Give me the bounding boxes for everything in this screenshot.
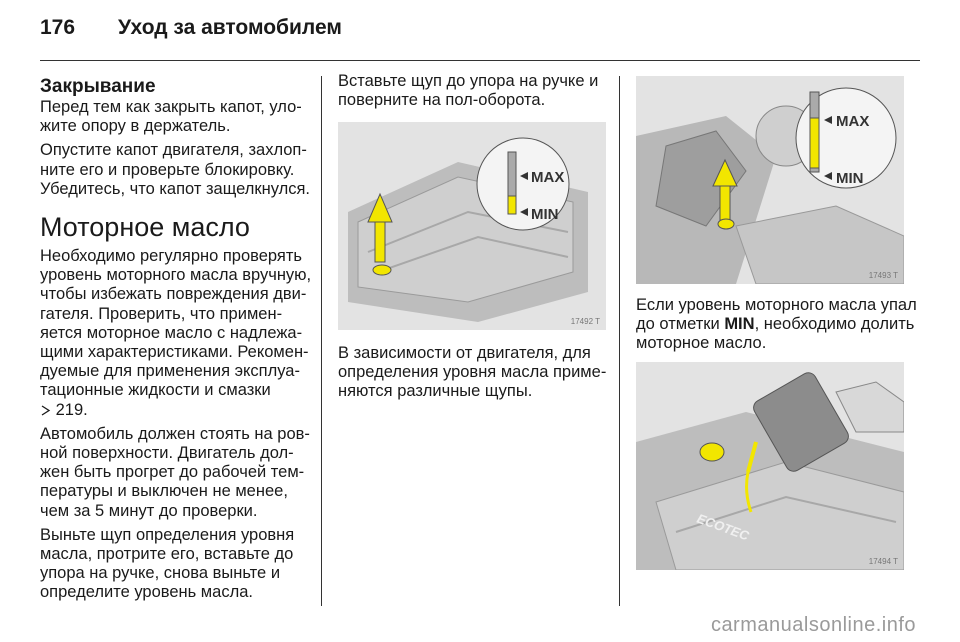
paragraph-text: , необходимо долить моторное масло. — [636, 315, 915, 353]
figure-dipstick-1 — [338, 122, 606, 330]
subsection-heading: Закрывание — [40, 76, 156, 97]
paragraph: Вставьте щуп до упора на ручке и поверните на пол-оборота. — [338, 72, 599, 110]
paragraph: Выньте щуп определения уровня масла, протрите его, вставьте до упора на ручке, снова выньте и определите уровень масла. — [40, 525, 295, 602]
figure-dipstick-2 — [636, 76, 904, 284]
paragraph: В зависимости от двигателя, для определения уровня масла приме-няются различные щупы. — [338, 344, 607, 401]
section-heading: Моторное масло — [40, 212, 250, 243]
page-number: 176 — [40, 16, 76, 39]
paragraph: Автомобиль должен стоять на ров-ной поверхности. Двигатель дол-жен быть прогрет до рабочей тем-пературы и выключен не менее, чем за 5 минут до проверки. — [40, 424, 310, 520]
oil-refill-illustration — [636, 362, 904, 570]
paragraph-text: Если уровень моторного масла упал до отметки — [636, 296, 917, 334]
column-3-text — [636, 296, 920, 359]
column-divider-2 — [619, 76, 620, 606]
paragraph — [636, 296, 920, 354]
max-label: MAX — [836, 113, 870, 130]
column-2 — [338, 72, 610, 115]
paragraph — [40, 247, 312, 420]
page-reference-link[interactable]: 219. — [55, 400, 88, 419]
page-header — [40, 12, 920, 52]
page-title: Уход за автомобилем — [118, 16, 342, 39]
watermark: carmanualsonline.info — [710, 614, 916, 636]
engine-label: ECOTEC — [694, 510, 752, 544]
min-keyword: MIN — [724, 315, 755, 334]
min-label: MIN — [836, 170, 864, 187]
paragraph: Перед тем как закрыть капот, уло-жите опору в держатель. — [40, 98, 302, 136]
max-label: MAX — [531, 169, 565, 186]
column-1 — [40, 72, 312, 608]
column-divider-1 — [321, 76, 322, 606]
header-rule — [40, 60, 920, 61]
paragraph: Опустите капот двигателя, захлоп-ните его и проверьте блокировку. Убедитесь, что капот защелкнулся. — [40, 141, 310, 198]
min-label: MIN — [531, 206, 559, 223]
paragraph-text: Необходимо регулярно проверять уровень моторного масла вручную, чтобы избежать повреждения дви-гателя. Проверить, что примен-яется моторное масло с надлежа-щими характеристиками. Рекомен-дуемые для применения эксплуа-тационные жидкости и смазки — [40, 247, 312, 400]
figure-oil-refill — [636, 362, 904, 570]
arrow-right-icon — [40, 401, 56, 419]
engine-dipstick-illustration — [636, 76, 904, 284]
figure-number: 17493 T — [868, 271, 898, 280]
column-2-lower — [338, 344, 610, 407]
figure-number: 17494 T — [868, 557, 898, 566]
figure-number: 17492 T — [570, 317, 600, 326]
engine-dipstick-illustration — [338, 122, 606, 330]
